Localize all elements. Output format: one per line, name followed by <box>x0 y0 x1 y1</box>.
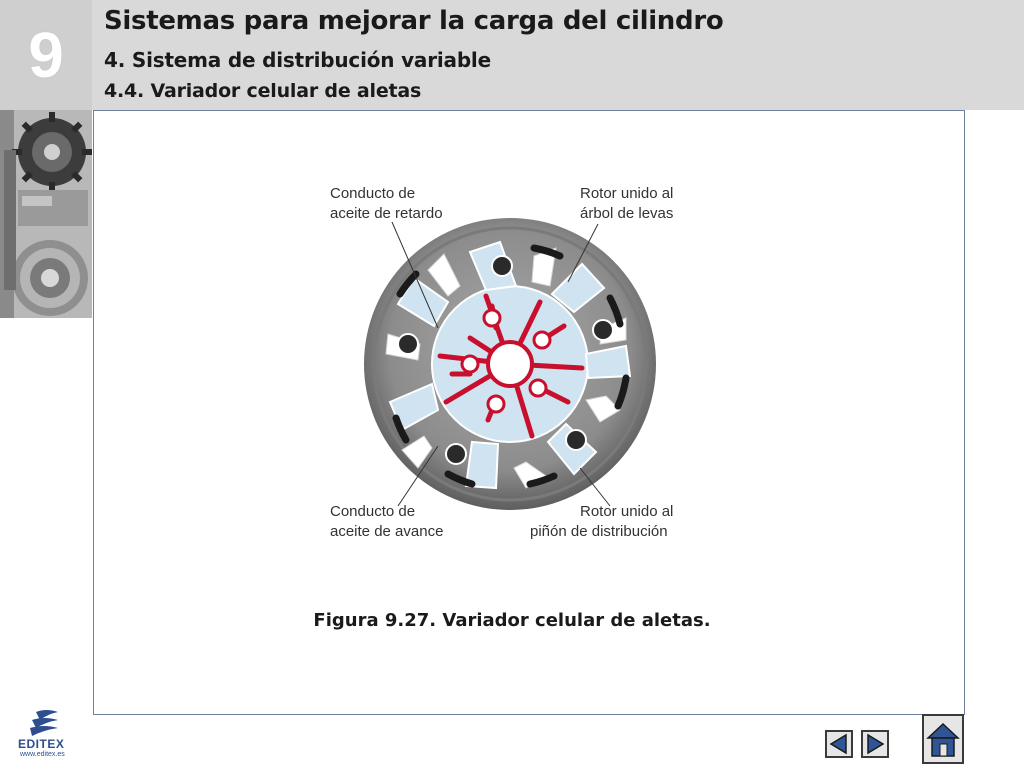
slide-title: Sistemas para mejorar la carga del cilindro <box>104 6 724 36</box>
label-camshaft-rotor <box>580 184 673 224</box>
label-advance-duct-line2: aceite de avance <box>330 523 444 540</box>
label-retard-duct-line1: Conducto de <box>330 185 416 202</box>
label-sprocket-rotor-line2: piñón de distribución <box>530 523 668 540</box>
section-heading: 4.4. Variador celular de aletas <box>104 80 422 102</box>
engine-photo <box>0 110 92 318</box>
label-retard-duct <box>330 184 443 224</box>
home-button[interactable] <box>922 714 964 764</box>
triangle-left-icon <box>827 732 851 756</box>
diagram-svg <box>320 178 700 548</box>
next-slide-button[interactable] <box>861 730 889 758</box>
vane-variator-diagram <box>320 178 700 548</box>
previous-slide-button[interactable] <box>825 730 853 758</box>
editex-logo-url: www.editex.es <box>20 751 65 758</box>
chapter-number: 9 <box>28 19 64 91</box>
label-retard-duct-line2: aceite de retardo <box>330 205 443 222</box>
editex-logo-text: EDITEX <box>18 737 65 751</box>
chapter-box <box>0 0 92 110</box>
figure-caption: Figura 9.27. Variador celular de aletas. <box>313 610 711 631</box>
label-camshaft-rotor-line2: árbol de levas <box>580 205 674 222</box>
label-advance-duct-line1: Conducto de <box>330 503 416 520</box>
label-advance-duct <box>330 502 443 542</box>
editex-logo-mark <box>14 708 74 738</box>
label-sprocket-rotor <box>530 502 673 542</box>
home-icon <box>924 716 962 762</box>
label-sprocket-rotor-line1: Rotor unido al <box>580 503 674 520</box>
slide-subtitle: 4. Sistema de distribución variable <box>104 48 491 72</box>
triangle-right-icon <box>863 732 887 756</box>
label-camshaft-rotor-line1: Rotor unido al <box>580 185 674 202</box>
central-bore <box>488 342 532 386</box>
